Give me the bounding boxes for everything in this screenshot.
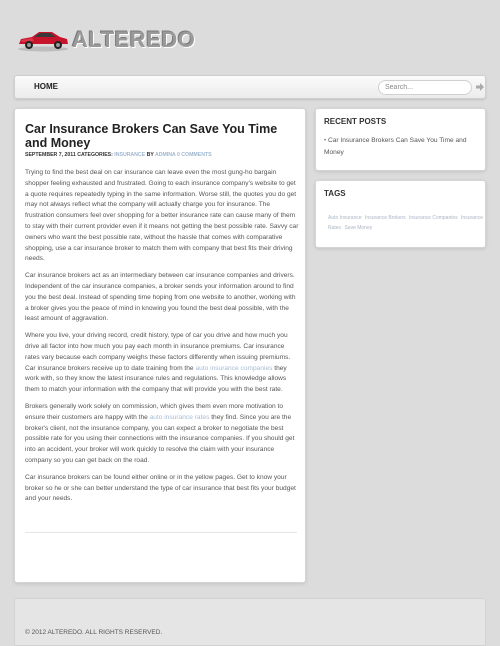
post-paragraph: Car insurance brokers act as an intermediary between car insurance companies and drivers. Independent of the car insurance companies, a broker sends your information around to find you the best deal. Instead of spending time hoping from one website to another, working with a broker gives you the peace of mind in knowing you found the best deal possible, with the least amount of aggravation.	[25, 272, 296, 323]
paragraph-text: they find. Since you are the broker's client, not the insurance company, you can expect a broker to negotiate the best possible rate for you using their connections with the insurance companies. If you should get into an accident, your broker will work quickly to resolve the claim with your insurance company so you can get back on the road.	[25, 413, 295, 464]
paragraph-text: Where you live, your driving record, credit history, type of car you drive and how much you drive all factor into how much you pay each month in insurance premiums. Car insurance rates vary because each company weighs these factors differently when issuing premiums. Car insurance brokers receive up to date training from the	[25, 332, 291, 372]
site-name[interactable]: ALTEREDO	[72, 27, 196, 52]
auto-insurance-companies-link[interactable]: auto insurance companies	[195, 364, 273, 372]
arrow-right-icon[interactable]	[475, 81, 485, 93]
post-category-link[interactable]: INSURANCE	[114, 152, 146, 158]
post-paragraph	[25, 402, 299, 467]
bullet-icon: •	[324, 138, 327, 144]
post-body	[25, 168, 299, 511]
recent-posts-widget	[315, 108, 486, 171]
post-author-link[interactable]: ADMINA	[154, 152, 176, 158]
site-logo[interactable]	[16, 26, 70, 54]
tag-link[interactable]: Insurance Companies	[409, 215, 458, 221]
site-footer	[14, 598, 486, 646]
tag-link[interactable]: Insurance Rates	[328, 215, 483, 231]
post-meta	[25, 152, 212, 158]
post-title[interactable]: Car Insurance Brokers Can Save You Time and Money	[25, 122, 278, 150]
search-input[interactable]	[378, 80, 472, 95]
tag-link[interactable]: Insurance Brokers	[365, 215, 406, 221]
red-car-icon	[16, 28, 70, 52]
auto-insurance-rates-link[interactable]: auto insurance rates	[149, 413, 210, 421]
copyright-text: © 2012 ALTEREDO. ALL RIGHTS RESERVED.	[25, 629, 163, 636]
post-date: SEPTEMBER 7, 2011	[25, 152, 76, 158]
recent-post-link[interactable]	[324, 135, 482, 159]
tags-title: TAGS	[324, 189, 346, 198]
main-content	[14, 108, 306, 583]
post-paragraph: Car insurance brokers can be found either online or in the yellow pages. Get to know your broker so he or she can better understand the type of car insurance that best fits your budget and your needs.	[25, 473, 296, 503]
tag-cloud	[328, 213, 483, 233]
nav-item-home[interactable]: HOME	[34, 82, 58, 91]
recent-post-label[interactable]: Car Insurance Brokers Can Save You Time and Money	[324, 137, 467, 156]
paragraph-text: Brokers generally work solely on commission, which gives them even more motivation to ensure their customers are happy with the	[25, 402, 283, 421]
paragraph-text: they work with, so they know the latest insurance rules and regulations. This knowledge allows them to match your information with the company that will provide you with the best rate.	[25, 364, 287, 394]
by-label: BY	[146, 152, 154, 158]
main-navbar	[14, 75, 486, 99]
post-paragraph	[25, 331, 299, 396]
tags-widget	[315, 180, 486, 248]
tag-link[interactable]: Save Money	[344, 225, 373, 231]
recent-posts-title: RECENT POSTS	[324, 117, 387, 126]
post-divider	[25, 532, 297, 533]
post-comments-link[interactable]: 0 COMMENTS	[176, 152, 212, 158]
tag-link[interactable]: Auto Insurance	[328, 215, 362, 221]
post-paragraph: Trying to find the best deal on car insurance can leave even the most gung-ho bargain shopper feeling exhausted and frustrated. Going to each insurance company's website to get a quote requires repeatedly typing in the same information. Worse still, the quotes you do get may not always reflect what the company will actually charge you for insurance. The frustration consumers feel over shopping for a better insurance rate can cause many of them to stay with their current provider even if it means not getting the best possible rate. Savvy car owners who want the best possible rate, without the hassle that comes with comparative shopping, use a car insurance broker to match them with company that best fits their driving needs.	[25, 169, 299, 263]
categories-label: CATEGORIES:	[77, 152, 113, 158]
